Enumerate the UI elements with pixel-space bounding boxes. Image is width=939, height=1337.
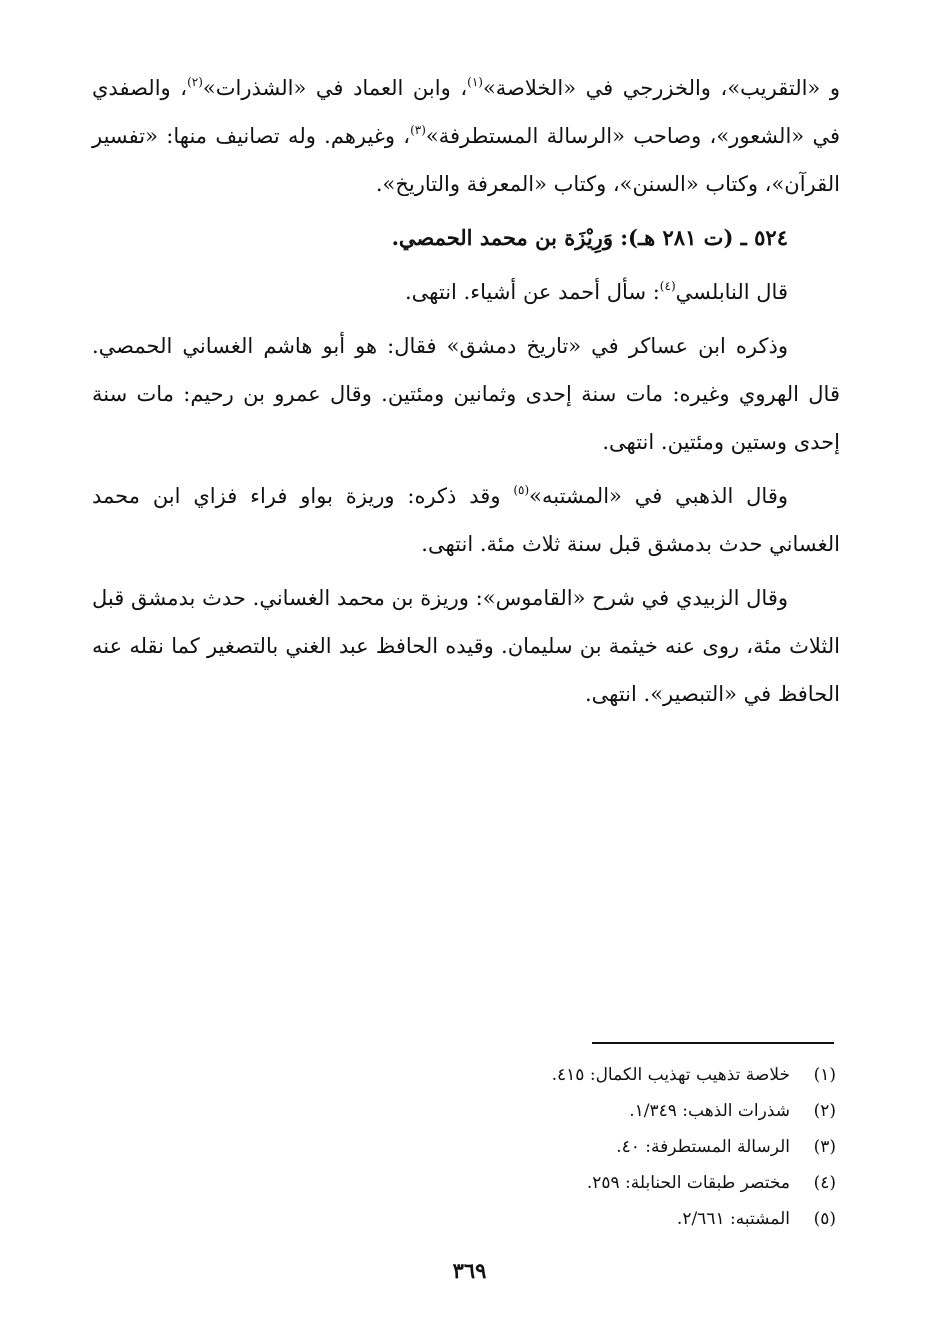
paragraph-4 — [92, 472, 840, 568]
footnote-text: خلاصة تذهيب تهذيب الكمال: ٤١٥. — [551, 1065, 790, 1085]
footnote-separator — [592, 1042, 834, 1044]
footnote-1 — [300, 1057, 836, 1093]
footnote-number: (١) — [813, 1065, 836, 1085]
footnote-ref-4[interactable]: (٤) — [659, 279, 676, 293]
footnote-text: المشتبه: ٢/٦٦١. — [676, 1209, 790, 1229]
paragraph-2 — [92, 268, 840, 316]
footnotes — [300, 1057, 836, 1237]
footnote-ref-5[interactable]: (٥) — [513, 483, 530, 497]
footnote-3 — [300, 1129, 836, 1165]
footnote-ref-3[interactable]: (٣) — [410, 123, 426, 137]
footnote-number: (٤) — [813, 1173, 836, 1193]
paragraph-5: وقال الزبيدي في شرح «القاموس»: وريزة بن محمد الغساني. حدث بدمشق قبل الثلاث مئة، روى عنه خيثمة بن سليمان. وقيده الحافظ عبد الغني بالتصغير كما نقله عنه الحافظ في «التبصير». انتهى. — [92, 586, 840, 706]
footnote-5 — [300, 1201, 836, 1237]
footnote-2 — [300, 1093, 836, 1129]
text-span: ، وابن العماد في «الشذرات» — [202, 76, 468, 100]
entry-heading: ٥٢٤ ـ (ت ٢٨١ هـ): وَرِيْزَة بن محمد الحمصي. — [391, 225, 788, 250]
text-span: وقال الذهبي في «المشتبه» — [529, 484, 788, 508]
text-span: ، وغيرهم. وله تصانيف منها: «تفسير القرآن»، وكتاب «السنن»، وكتاب «المعرفة والتاريخ». — [92, 124, 840, 196]
footnote-ref-2[interactable]: (٢) — [187, 75, 203, 89]
text-span: : سأل أحمد عن أشياء. انتهى. — [405, 280, 660, 304]
footnote-text: الرسالة المستطرفة: ٤٠. — [616, 1137, 790, 1157]
footnote-text: شذرات الذهب: ١/٣٤٩. — [629, 1101, 790, 1121]
text-span: ، والصفدي في «الشعور»، وصاحب «الرسالة المستطرفة» — [92, 76, 840, 148]
page-number: ٣٦٩ — [452, 1258, 487, 1283]
footnote-number: (٣) — [813, 1137, 836, 1157]
footnote-ref-1[interactable]: (١) — [467, 75, 483, 89]
footnote-number: (٥) — [813, 1209, 836, 1229]
text-span: و «التقريب»، والخزرجي في «الخلاصة» — [482, 76, 841, 100]
main-text — [92, 64, 840, 718]
footnote-text: مختصر طبقات الحنابلة: ٢٥٩. — [586, 1173, 790, 1193]
paragraph-1 — [92, 64, 840, 208]
text-span: وقد ذكره: وريزة بواو فراء فزاي ابن محمد الغساني حدث بدمشق قبل سنة ثلاث مئة. انتهى. — [92, 484, 840, 556]
footnote-number: (٢) — [813, 1101, 836, 1121]
text-span: قال النابلسي — [675, 280, 788, 304]
footnote-4 — [300, 1165, 836, 1201]
paragraph-3: وذكره ابن عساكر في «تاريخ دمشق» فقال: هو أبو هاشم الغساني الحمصي. قال الهروي وغيره: مات سنة إحدى وثمانين ومئتين. وقال عمرو بن رحيم: مات سنة إحدى وستين ومئتين. انتهى. — [92, 334, 840, 454]
